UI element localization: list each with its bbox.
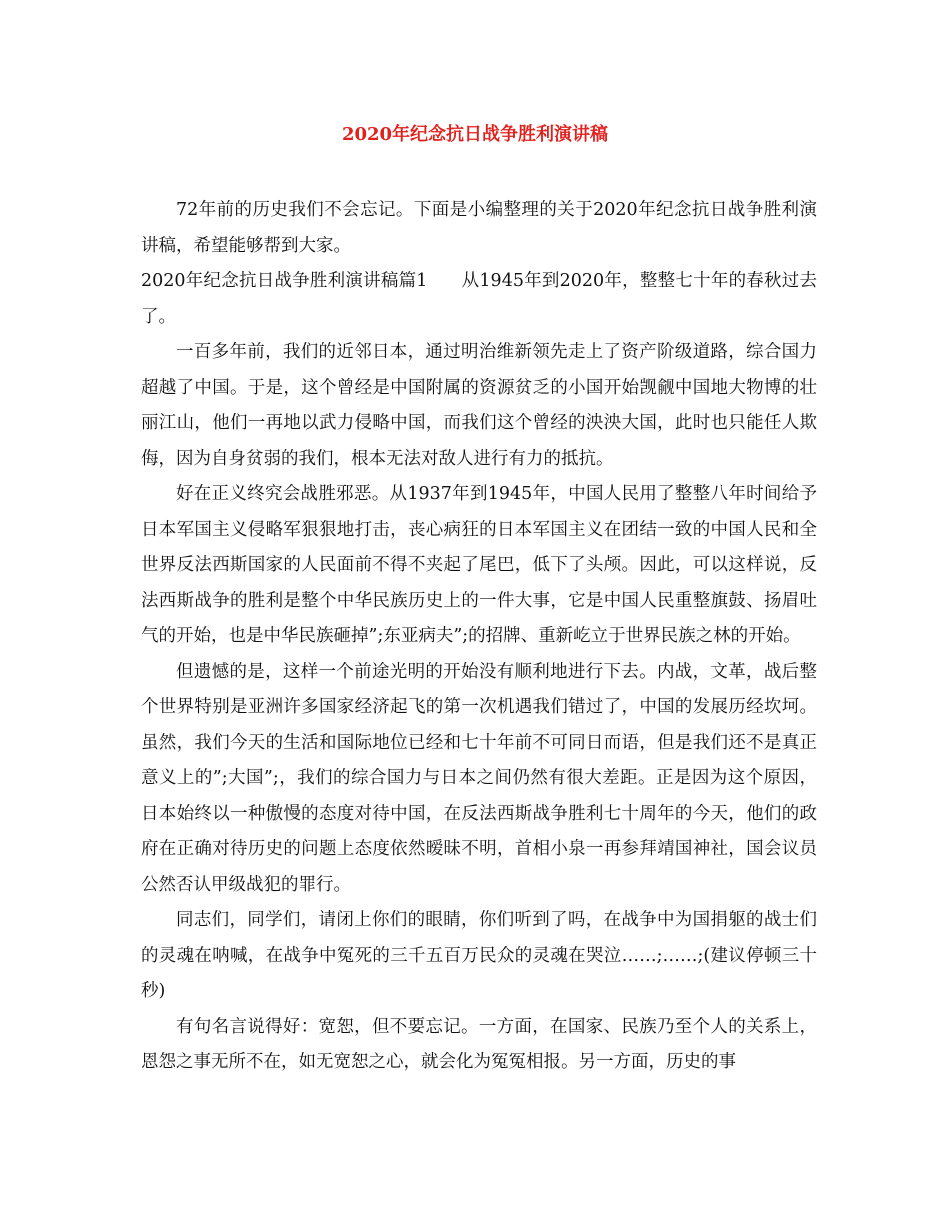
body-paragraph: 但遗憾的是，这样一个前途光明的开始没有顺利地进行下去。内战，文革，战后整个世界特别是亚洲许多国家经济起飞的第一次机遇我们错过了，中国的发展历经坎坷。虽然，我们今天的生活和国际地位已经和七十年前不可同日而语，但是我们还不是真正意义上的”;大国”;，我们的综合国力与日本之间仍然有很大差距。正是因为这个原因，日本始终以一种傲慢的态度对待中国，在反法西斯战争胜利七十周年的今天，他们的政府在正确对待历史的问题上态度依然暧昧不明，首相小泉一再参拜靖国神社，国会议员公然否认甲级战犯的罪行。 — [141, 661, 817, 895]
document-body — [141, 193, 817, 1081]
section-first-sentence: 从1945年到2020年，整整七十年的春秋过去了。 — [141, 271, 818, 327]
body-paragraph: 好在正义终究会战胜邪恶。从1937年到1945年，中国人民用了整整八年时间给予日本军国主义侵略军狠狠地打击，丧心病狂的日本军国主义在团结一致的中国人民和全世界反法西斯国家的人民面前不得不夹起了尾巴，低下了头颅。因此，可以这样说，反法西斯战争的胜利是整个中华民族历史上的一件大事，它是中国人民重整旗鼓、扬眉吐气的开始，也是中华民族砸掉”;东亚病夫”;的招牌、重新屹立于世界民族之林的开始。 — [141, 484, 817, 646]
body-paragraph: 一百多年前，我们的近邻日本，通过明治维新领先走上了资产阶级道路，综合国力超越了中国。于是，这个曾经是中国附属的资源贫乏的小国开始觊觎中国地大物博的壮丽江山，他们一再地以武力侵略中国，而我们这个曾经的泱泱大国，此时也只能任人欺侮，因为自身贫弱的我们，根本无法对敌人进行有力的抵抗。 — [141, 342, 817, 469]
intro-paragraph: 72年前的历史我们不会忘记。下面是小编整理的关于2020年纪念抗日战争胜利演讲稿，希望能够帮到大家。 — [141, 200, 817, 256]
section-heading-line — [141, 264, 817, 335]
body-paragraph: 同志们，同学们，请闭上你们的眼睛，你们听到了吗，在战争中为国捐躯的战士们的灵魂在呐喊，在战争中冤死的三千五百万民众的灵魂在哭泣……;……;(建议停顿三十秒) — [141, 910, 817, 1001]
body-paragraph: 有句名言说得好：宽恕，但不要忘记。一方面，在国家、民族乃至个人的关系上，恩怨之事无所不在，如无宽恕之心，就会化为冤冤相报。另一方面，历史的事 — [141, 1016, 817, 1072]
section-heading: 2020年纪念抗日战争胜利演讲稿篇1 — [141, 271, 428, 291]
document-title: 2020年纪念抗日战争胜利演讲稿 — [341, 124, 609, 145]
